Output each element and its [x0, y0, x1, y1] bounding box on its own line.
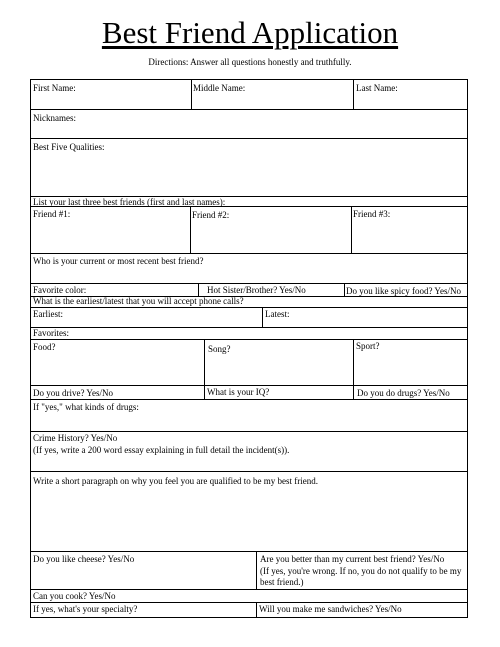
row-divider	[31, 399, 467, 400]
column-divider	[198, 283, 199, 296]
cook-field[interactable]: Can you cook? Yes/No	[33, 591, 116, 601]
sport-field[interactable]: Sport?	[356, 341, 380, 351]
drive-field[interactable]: Do you drive? Yes/No	[33, 388, 113, 398]
row-divider	[31, 551, 467, 552]
specialty-field[interactable]: If yes, what's your specialty?	[33, 604, 138, 614]
column-divider	[351, 206, 352, 253]
spicy-food-field[interactable]: Do you like spicy food? Yes/No	[346, 286, 461, 296]
friend-2-field[interactable]: Friend #2:	[192, 210, 230, 220]
earliest-field[interactable]: Earliest:	[33, 309, 63, 319]
application-form	[30, 79, 468, 618]
directions-text: Directions: Answer all questions honestly and truthfully.	[148, 57, 352, 67]
hot-sibling-field[interactable]: Hot Sister/Brother? Yes/No	[207, 285, 306, 295]
row-divider	[31, 589, 467, 590]
page-title: Best Friend Application	[101, 15, 399, 50]
better-than-current-field[interactable]: Are you better than my current best friend? Yes/No	[260, 554, 445, 564]
row-divider	[31, 307, 467, 308]
crime-note: (If yes, write a 200 word essay explaining in full detail the incident(s)).	[33, 445, 290, 455]
column-divider	[256, 602, 257, 617]
song-field[interactable]: Song?	[208, 344, 231, 354]
favorites-label: Favorites:	[33, 328, 69, 338]
cheese-field[interactable]: Do you like cheese? Yes/No	[33, 554, 135, 564]
column-divider	[190, 206, 191, 253]
row-divider	[31, 339, 467, 340]
middle-name-field[interactable]: Middle Name:	[193, 83, 246, 93]
column-divider	[256, 551, 257, 589]
row-divider	[31, 138, 467, 139]
row-divider	[31, 431, 467, 432]
column-divider	[344, 283, 345, 296]
drug-kinds-field[interactable]: If "yes," what kinds of drugs:	[33, 402, 139, 412]
current-best-friend-field[interactable]: Who is your current or most recent best friend?	[33, 256, 204, 266]
column-divider	[191, 80, 192, 109]
row-divider	[31, 109, 467, 110]
best-qualities-field[interactable]: Best Five Qualities:	[33, 142, 105, 152]
qualification-paragraph-field[interactable]: Write a short paragraph on why you feel you are qualified to be my best friend.	[33, 476, 319, 486]
friend-1-field[interactable]: Friend #1:	[33, 209, 71, 219]
drugs-field[interactable]: Do you do drugs? Yes/No	[357, 388, 450, 398]
column-divider	[262, 307, 263, 327]
column-divider	[353, 339, 354, 399]
latest-field[interactable]: Latest:	[265, 309, 290, 319]
row-divider	[31, 602, 467, 603]
phone-calls-label: What is the earliest/latest that you will accept phone calls?	[33, 296, 244, 306]
iq-field[interactable]: What is your IQ?	[207, 387, 270, 397]
row-divider	[31, 283, 467, 284]
row-divider	[31, 327, 467, 328]
list-best-friends-label: List your last three best friends (first and last names):	[33, 197, 226, 207]
row-divider	[31, 253, 467, 254]
column-divider	[353, 80, 354, 109]
food-field[interactable]: Food?	[33, 342, 56, 352]
nicknames-field[interactable]: Nicknames:	[33, 113, 76, 123]
friend-3-field[interactable]: Friend #3:	[353, 209, 391, 219]
better-note: (If yes, you're wrong. If no, you do not qualify to be my best friend.)	[260, 566, 462, 587]
row-divider	[31, 471, 467, 472]
row-divider	[31, 385, 467, 386]
sandwiches-field[interactable]: Will you make me sandwiches? Yes/No	[259, 604, 402, 614]
last-name-field[interactable]: Last Name:	[356, 83, 398, 93]
favorite-color-field[interactable]: Favorite color:	[33, 285, 87, 295]
column-divider	[204, 339, 205, 399]
crime-history-field[interactable]: Crime History? Yes/No	[33, 433, 118, 443]
first-name-field[interactable]: First Name:	[33, 83, 76, 93]
